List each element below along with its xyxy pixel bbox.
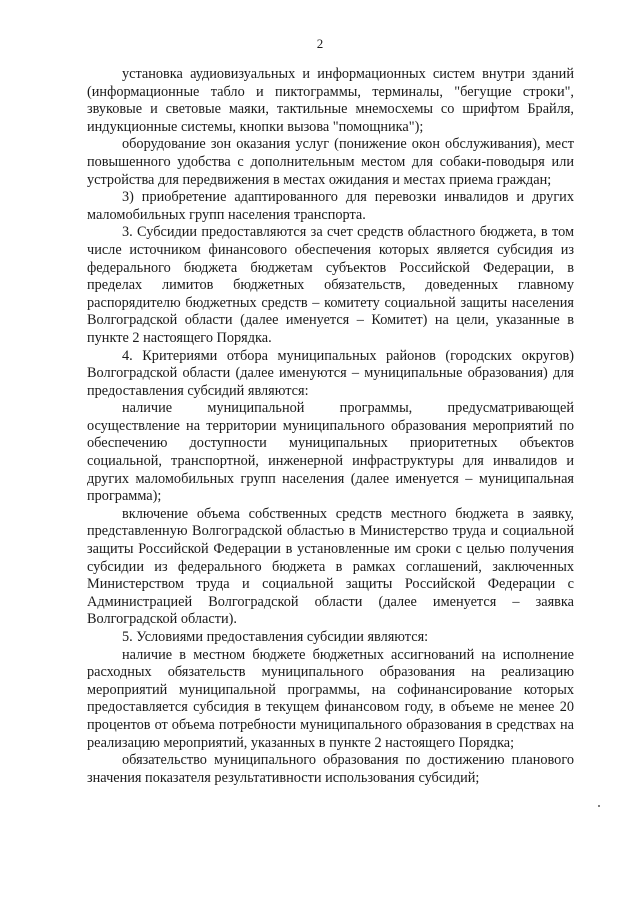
paragraph-clause-5: 5. Условиями предоставления субсидии являются:	[122, 629, 429, 645]
paragraph-budget-allocations: наличие в местном бюджете бюджетных ассигнований на исполнение расходных обязательств муниципального образования на реализацию мероприятий муниципальной программы, на софинансирование которых предоставляется субсидия в текущем финансовом году, в объеме не менее 20 процентов от объема потребности муниципального образования в средствах на реализацию мероприятий, указанных в пункте 2 настоящего Порядка;	[87, 646, 574, 751]
paragraph-av-systems: установка аудиовизуальных и информационных систем внутри зданий (информационные табло и пиктограммы, терминалы, "бегущие строки", звуковые и световые маяки, тактильные мнемосхемы со шрифтом Брайля, индукционные системы, кнопки вызова "помощника");	[87, 66, 574, 135]
paragraph-clause-4: 4. Критериями отбора муниципальных районов (городских округов) Волгоградской области (далее именуются – муниципальные образования) для предоставления субсидий являются:	[87, 347, 574, 399]
paragraph-budget-inclusion: включение объема собственных средств местного бюджета в заявку, представленную Волгоградской областью в Министерство труда и социальной защиты Российской Федерации в установленные им сроки с целью получения субсидии из федерального бюджета в рамках соглашений, заключенных Министерством труда и социальной защиты Российской Федерации с Администрацией Волгоградской области (далее именуется – заявка Волгоградской области).	[87, 505, 574, 628]
paragraph-obligation: обязательство муниципального образования по достижению планового значения показателя результативности использования субсидий;	[87, 752, 574, 786]
paragraph-municipal-program: наличие муниципальной программы, предусматривающей осуществление на территории муниципального образования мероприятий по обеспечению доступности муниципальных приоритетных объектов социальной, транспортной, инженерной инфраструктуры для инвалидов и других маломобильных групп населения (далее именуется – муниципальная программа);	[87, 400, 574, 505]
scan-speck	[598, 805, 600, 807]
page-number: 2	[316, 36, 324, 51]
paragraph-clause-3: 3. Субсидии предоставляются за счет средств областного бюджета, в том числе источником финансового обеспечения которых является субсидия из федерального бюджета бюджетам субъектов Российской Федерации, в пределах лимитов бюджетных обязательств, доведенных главному распорядителю бюджетных средств – комитету социальной защиты населения Волгоградской области (далее именуется – Комитет) на цели, указанные в пункте 2 настоящего Порядка.	[87, 224, 574, 346]
document-body	[87, 66, 574, 787]
paragraph-service-zones: оборудование зон оказания услуг (понижение окон обслуживания), мест повышенного удобства с дополнительным местом для собаки-поводыря или устройства для передвижения в местах ожидания и местах приема граждан;	[87, 136, 574, 188]
paragraph-transport: 3) приобретение адаптированного для перевозки инвалидов и других маломобильных групп населения транспорта.	[87, 189, 574, 223]
